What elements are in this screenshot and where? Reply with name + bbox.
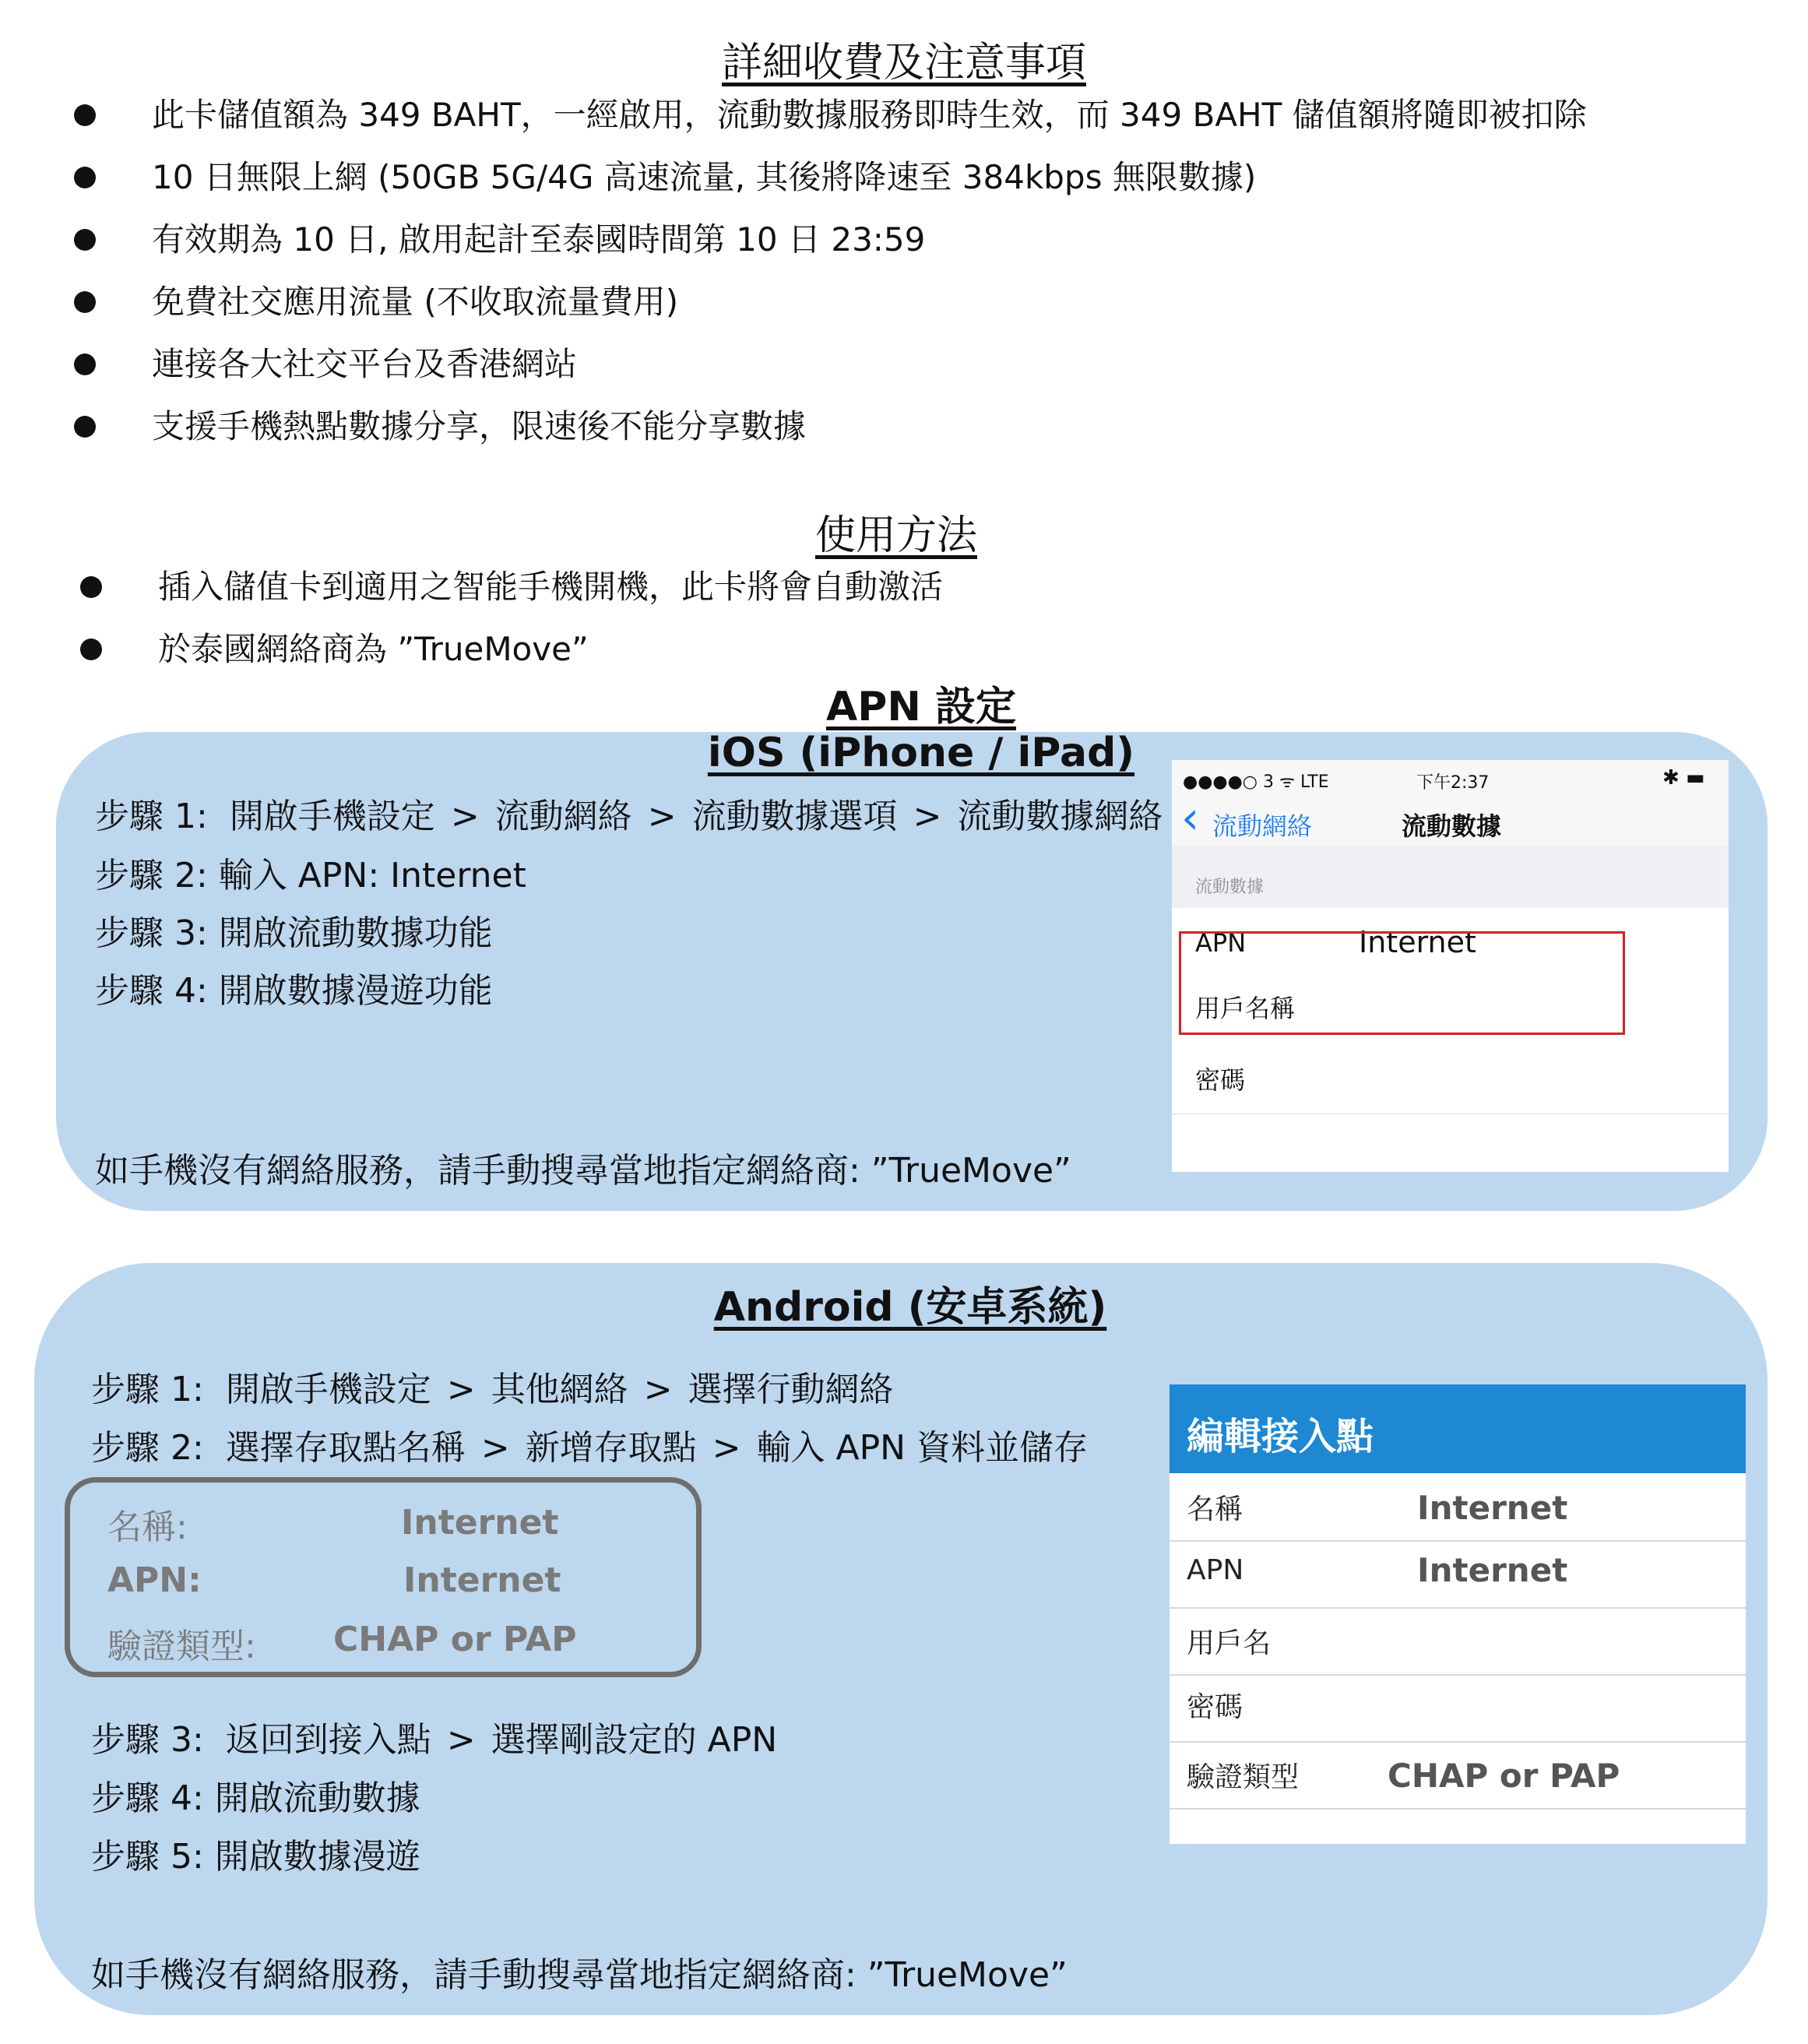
apn-row[interactable]: APN Internet	[1170, 1540, 1746, 1609]
back-chevron-icon[interactable]: ‹	[1181, 791, 1200, 844]
nav-title: 流動數據	[1402, 811, 1502, 841]
android-step-1: 步驟 1: 開啟手機設定 > 其他網絡 > 選擇行動網絡	[91, 1370, 894, 1409]
bullet-icon	[74, 104, 96, 126]
android-step-4: 步驟 4: 開啟流動數據	[91, 1778, 420, 1818]
android-settings-screenshot	[1170, 1384, 1746, 1844]
app-bar	[1170, 1384, 1746, 1473]
android-note: 如手機沒有網絡服務，請手動搜尋當地指定網絡商: ”TrueMove”	[91, 1955, 1068, 1995]
section-header: 流動數據	[1172, 846, 1729, 908]
username-row[interactable]: 用戶名稱	[1172, 976, 1729, 1046]
username-row[interactable]: 用戶名	[1170, 1607, 1746, 1676]
fees-title: 詳細收費及注意事項	[721, 40, 1086, 86]
usage-list	[80, 556, 943, 681]
apn-value[interactable]: Internet	[1359, 925, 1476, 959]
apn-highlight-box	[1179, 931, 1625, 1035]
fees-list	[74, 84, 1587, 458]
ios-title: iOS (iPhone / iPad)	[707, 730, 1135, 776]
list-item: 於泰國網絡商為 ”TrueMove”	[80, 618, 943, 681]
bullet-icon	[80, 639, 102, 660]
app-bar-title: 編輯接入點	[1187, 1415, 1374, 1458]
back-button[interactable]: 流動網絡	[1212, 811, 1313, 841]
ios-step-4: 步驟 4: 開啟數據漫遊功能	[95, 971, 493, 1011]
android-step-5: 步驟 5: 開啟數據漫遊	[91, 1837, 420, 1877]
bullet-icon	[74, 167, 96, 188]
box-auth-label: 驗證類型:	[107, 1627, 256, 1666]
box-name-label: 名稱:	[107, 1507, 188, 1547]
name-row[interactable]: 名稱 Internet	[1170, 1473, 1746, 1542]
nav-bar	[1172, 791, 1729, 846]
ios-step-3: 步驟 3: 開啟流動數據功能	[95, 913, 493, 953]
box-apn-label: APN:	[107, 1560, 202, 1600]
box-name-value: Internet	[401, 1503, 559, 1543]
android-step-3: 步驟 3: 返回到接入點 > 選擇剛設定的 APN	[91, 1720, 778, 1760]
bullet-icon	[74, 354, 96, 375]
bullet-icon	[74, 416, 96, 438]
bullet-icon	[74, 229, 96, 251]
list-item: 插入儲值卡到適用之智能手機開機，此卡將會自動激活	[80, 556, 943, 618]
password-row[interactable]: 密碼	[1170, 1674, 1746, 1743]
android-title: Android (安卓系統)	[713, 1284, 1107, 1331]
list-item: 連接各大社交平台及香港網站	[74, 333, 1587, 396]
box-apn-value: Internet	[403, 1560, 561, 1600]
ios-note: 如手機沒有網絡服務，請手動搜尋當地指定網絡商: ”TrueMove”	[95, 1151, 1071, 1191]
bullet-icon	[74, 291, 96, 313]
usage-title: 使用方法	[814, 512, 977, 559]
list-item: 支援手機熱點數據分享，限速後不能分享數據	[74, 396, 1587, 458]
list-item: 此卡儲值額為 349 BAHT，一經啟用，流動數據服務即時生效，而 349 BAHT 儲值額將隨即被扣除	[74, 84, 1587, 146]
ios-settings-screenshot	[1172, 760, 1729, 1172]
box-auth-value: CHAP or PAP	[333, 1620, 577, 1659]
ios-step-2: 步驟 2: 輸入 APN: Internet	[95, 856, 526, 895]
password-row[interactable]: 密碼	[1172, 1045, 1729, 1114]
battery-icon: ✱ ▬	[1662, 766, 1705, 790]
status-bar: ●●●●○ 3 ᯤ LTE 下午2:37 ✱ ▬	[1172, 760, 1729, 797]
bullet-icon	[80, 576, 102, 598]
list-item: 10 日無限上網 (50GB 5G/4G 高速流量, 其後將降速至 384kbps 無限數據)	[74, 146, 1587, 209]
auth-type-row[interactable]: 驗證類型 CHAP or PAP	[1170, 1741, 1746, 1810]
list-item: 有效期為 10 日, 啟用起計至泰國時間第 10 日 23:59	[74, 209, 1587, 271]
apn-title: APN 設定	[826, 684, 1016, 730]
list-item: 免費社交應用流量 (不收取流量費用)	[74, 271, 1587, 333]
apn-row[interactable]: APN Internet	[1172, 908, 1729, 977]
android-step-2: 步驟 2: 選擇存取點名稱 > 新增存取點 > 輸入 APN 資料並儲存	[91, 1428, 1089, 1468]
ios-step-1: 步驟 1: 開啟手機設定 > 流動網絡 > 流動數據選項 > 流動數據網絡	[95, 797, 1163, 836]
